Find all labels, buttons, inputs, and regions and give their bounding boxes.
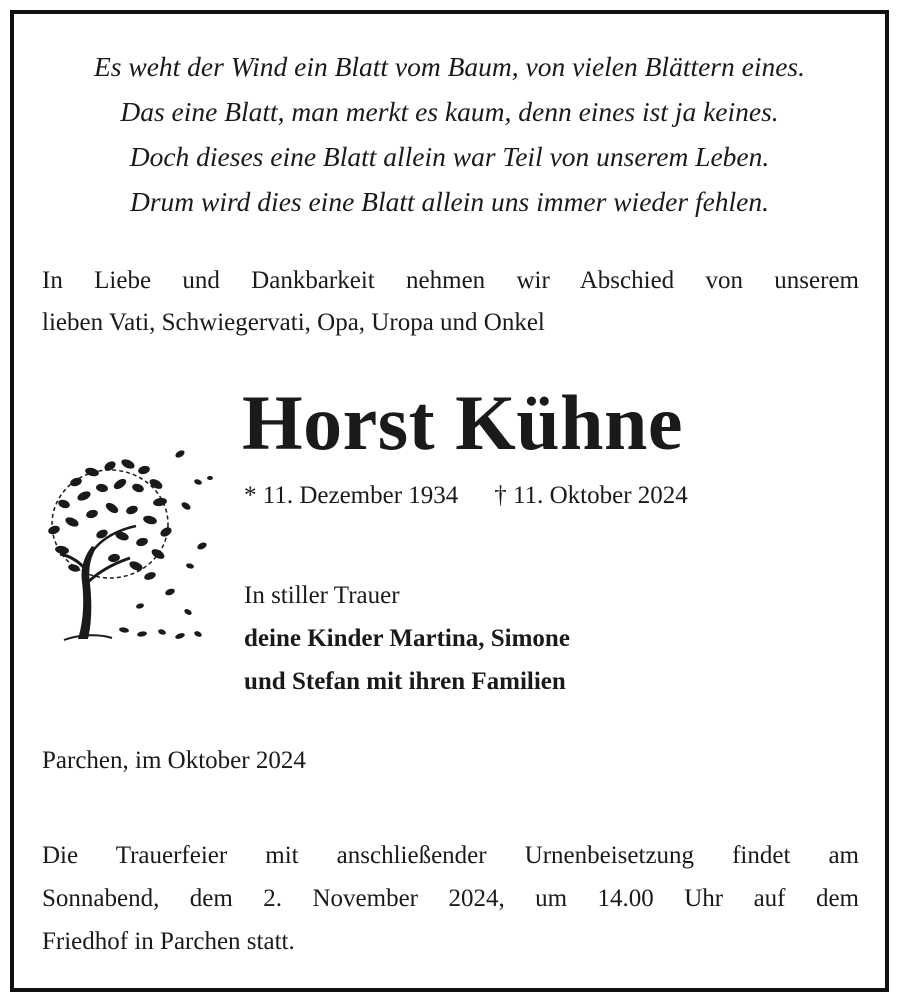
funeral-service-info <box>42 834 859 963</box>
poem-line: Drum wird dies eine Blatt allein uns immer wieder fehlen. <box>129 186 770 217</box>
mourners-line-2: und Stefan mit ihren Familien <box>244 668 566 695</box>
farewell-line-2: lieben Vati, Schwiegervati, Opa, Uropa und Onkel <box>42 309 545 336</box>
service-line-3: Friedhof in Parchen statt. <box>42 928 295 955</box>
poem-line: Das eine Blatt, man merkt es kaum, denn eines ist ja keines. <box>120 96 779 127</box>
place-and-date: Parchen, im Oktober 2024 <box>42 747 306 774</box>
mourners-block <box>244 574 570 703</box>
service-line-1: Die Trauerfeier mit anschließender Urnenbeisetzung findet am <box>42 842 859 869</box>
service-line-2: Sonnabend, dem 2. November 2024, um 14.00 Uhr auf dem <box>42 885 859 912</box>
mourners-line-1: deine Kinder Martina, Simone <box>244 625 570 652</box>
life-dates <box>244 480 688 512</box>
obituary-frame <box>10 10 889 992</box>
farewell-line-1: In Liebe und Dankbarkeit nehmen wir Abschied von unserem <box>42 267 859 294</box>
farewell-text <box>42 260 859 344</box>
death-date: † 11. Oktober 2024 <box>494 482 688 509</box>
deceased-name: Horst Kühne <box>242 379 684 466</box>
poem <box>14 44 885 224</box>
mourning-intro: In stiller Trauer <box>244 582 400 609</box>
poem-line: Doch dieses eine Blatt allein war Teil von unserem Leben. <box>129 141 770 172</box>
tree-with-falling-leaves-icon <box>40 434 220 644</box>
poem-line: Es weht der Wind ein Blatt vom Baum, von vielen Blättern eines. <box>93 51 806 82</box>
birth-date: * 11. Dezember 1934 <box>244 482 459 509</box>
